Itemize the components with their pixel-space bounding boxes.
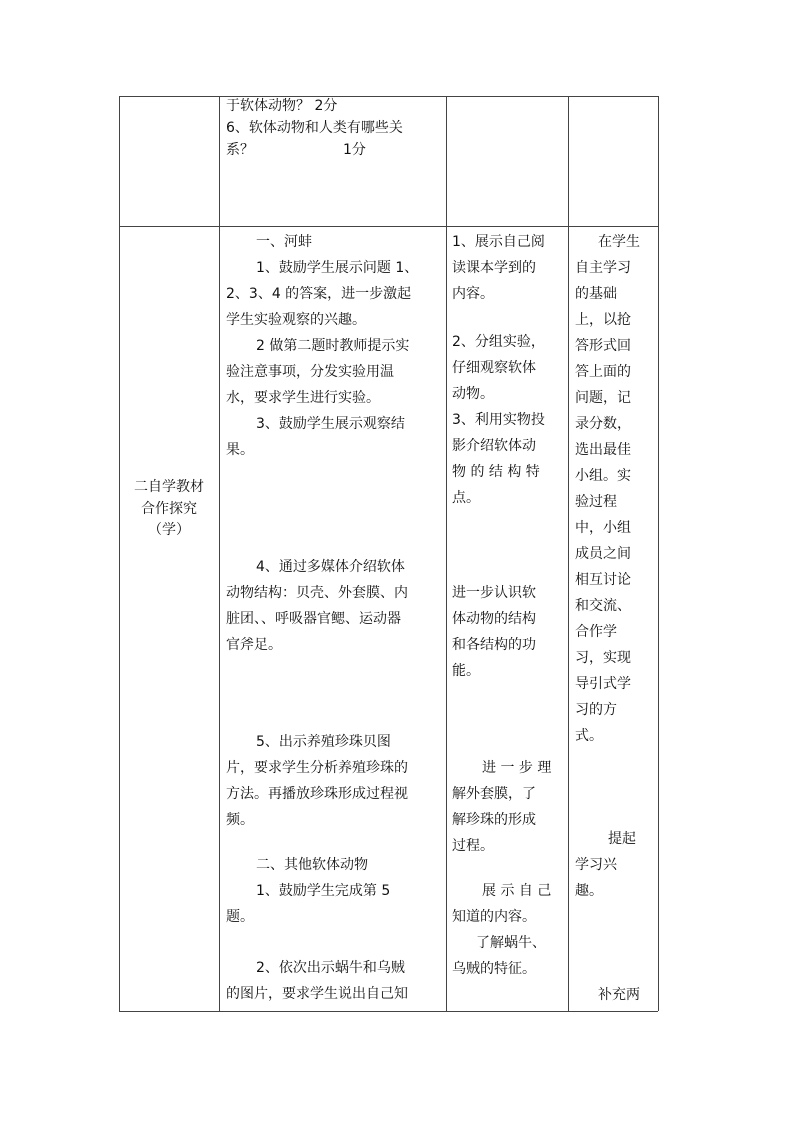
- text-line: 点。: [452, 490, 480, 506]
- text-line: 习的方: [575, 702, 617, 718]
- text-line: 5、出示养殖珍珠贝图: [256, 734, 391, 750]
- text-line: 动物结构：贝壳、外套膜、内: [226, 585, 408, 601]
- text-line: 相互讨论: [575, 572, 631, 588]
- text-line: 频。: [226, 812, 254, 828]
- text-line: 了解蜗牛、: [476, 935, 546, 951]
- text-line: 中，小组: [575, 520, 631, 536]
- text-line: 仔细观察软体: [452, 360, 536, 376]
- text-line: 式。: [575, 728, 603, 744]
- text-line: 过程。: [452, 838, 494, 854]
- text-line: 水，要求学生进行实验。: [226, 390, 380, 406]
- text-line: 果。: [226, 442, 254, 458]
- text-line: 和各结构的功: [452, 637, 536, 653]
- text-line: 方法。再播放珍珠形成过程视: [226, 786, 408, 802]
- col-divider-2: [446, 96, 447, 1011]
- table-top-border: [119, 96, 658, 97]
- text-line: 成员之间: [575, 546, 631, 562]
- text-line: 进 一 步 理: [482, 760, 552, 776]
- stage-label-line: 合作探究: [141, 501, 197, 517]
- text-line: 进一步认识软: [452, 585, 536, 601]
- text-line: 1、鼓励学生展示问题 1、: [256, 260, 419, 276]
- text-line: 影介绍软体动: [452, 438, 536, 454]
- text-line: 自主学习: [575, 260, 631, 276]
- text-line: 展 示 自 己: [482, 883, 552, 899]
- text-line: 系？ 1分: [226, 142, 366, 158]
- text-line: 学习兴: [575, 857, 617, 873]
- col-divider-1: [219, 96, 220, 1011]
- text-line: 3、鼓励学生展示观察结: [256, 416, 405, 432]
- text-line: 小组。实: [575, 468, 631, 484]
- text-line: 解珍珠的形成: [452, 812, 536, 828]
- text-line: 导引式学: [575, 676, 631, 692]
- text-line: 解外套膜，了: [452, 786, 536, 802]
- text-line: 脏团、、呼吸器官鳃、运动器: [226, 611, 401, 627]
- text-line: 答上面的: [575, 364, 631, 380]
- text-line: 习，实现: [575, 650, 631, 666]
- table-right-border: [658, 96, 659, 1011]
- text-line: 官斧足。: [226, 637, 282, 653]
- text-line: 问题，记: [575, 390, 631, 406]
- text-line: 一、河蚌: [256, 234, 312, 250]
- text-line: 在学生: [598, 234, 640, 250]
- text-line: 和交流、: [575, 598, 631, 614]
- stage-label-line: 二自学教材: [134, 479, 204, 495]
- text-line: 内容。: [452, 286, 494, 302]
- text-line: 能。: [452, 663, 480, 679]
- text-line: 2、3、4 的答案，进一步激起: [226, 286, 412, 302]
- text-line: 读课本学到的: [452, 260, 536, 276]
- text-line: 3、利用实物投: [452, 412, 545, 428]
- text-line: 动物。: [452, 386, 494, 402]
- text-line: 验注意事项，分发实验用温: [226, 364, 394, 380]
- text-line: 录分数，: [575, 416, 631, 432]
- text-line: 物 的 结 构 特: [452, 464, 540, 480]
- text-line: 上，以抢: [575, 312, 631, 328]
- text-line: 验过程: [575, 494, 617, 510]
- text-line: 提起: [608, 831, 636, 847]
- text-line: 2 做第二题时教师提示实: [256, 338, 410, 354]
- text-line: 知道的内容。: [452, 909, 536, 925]
- row-divider: [119, 226, 658, 227]
- text-line: 体动物的结构: [452, 611, 536, 627]
- text-line: 乌贼的特征。: [452, 961, 536, 977]
- text-line: 1、展示自己阅: [452, 234, 545, 250]
- text-line: 的图片，要求学生说出自己知: [226, 986, 408, 1002]
- table-left-border: [119, 96, 120, 1011]
- text-line: 于软体动物？ 2分: [226, 98, 338, 114]
- text-line: 二、其他软体动物: [256, 857, 368, 873]
- text-line: 的基础: [575, 286, 617, 302]
- text-line: 4、通过多媒体介绍软体: [256, 559, 405, 575]
- text-line: 答形式回: [575, 338, 631, 354]
- col-divider-3: [568, 96, 569, 1011]
- text-line: 学生实验观察的兴趣。: [226, 312, 366, 328]
- text-line: 补充两: [598, 987, 640, 1003]
- text-line: 2、分组实验，: [452, 334, 545, 350]
- stage-label-line: （学）: [148, 522, 190, 538]
- table-bottom-border: [119, 1011, 658, 1012]
- text-line: 片，要求学生分析养殖珍珠的: [226, 760, 408, 776]
- text-line: 趣。: [575, 883, 603, 899]
- text-line: 选出最佳: [575, 442, 631, 458]
- text-line: 合作学: [575, 624, 617, 640]
- text-line: 6、软体动物和人类有哪些关: [226, 120, 403, 136]
- text-line: 1、鼓励学生完成第 5: [256, 883, 391, 899]
- text-line: 2、依次出示蜗牛和乌贼: [256, 960, 405, 976]
- text-line: 题。: [226, 909, 254, 925]
